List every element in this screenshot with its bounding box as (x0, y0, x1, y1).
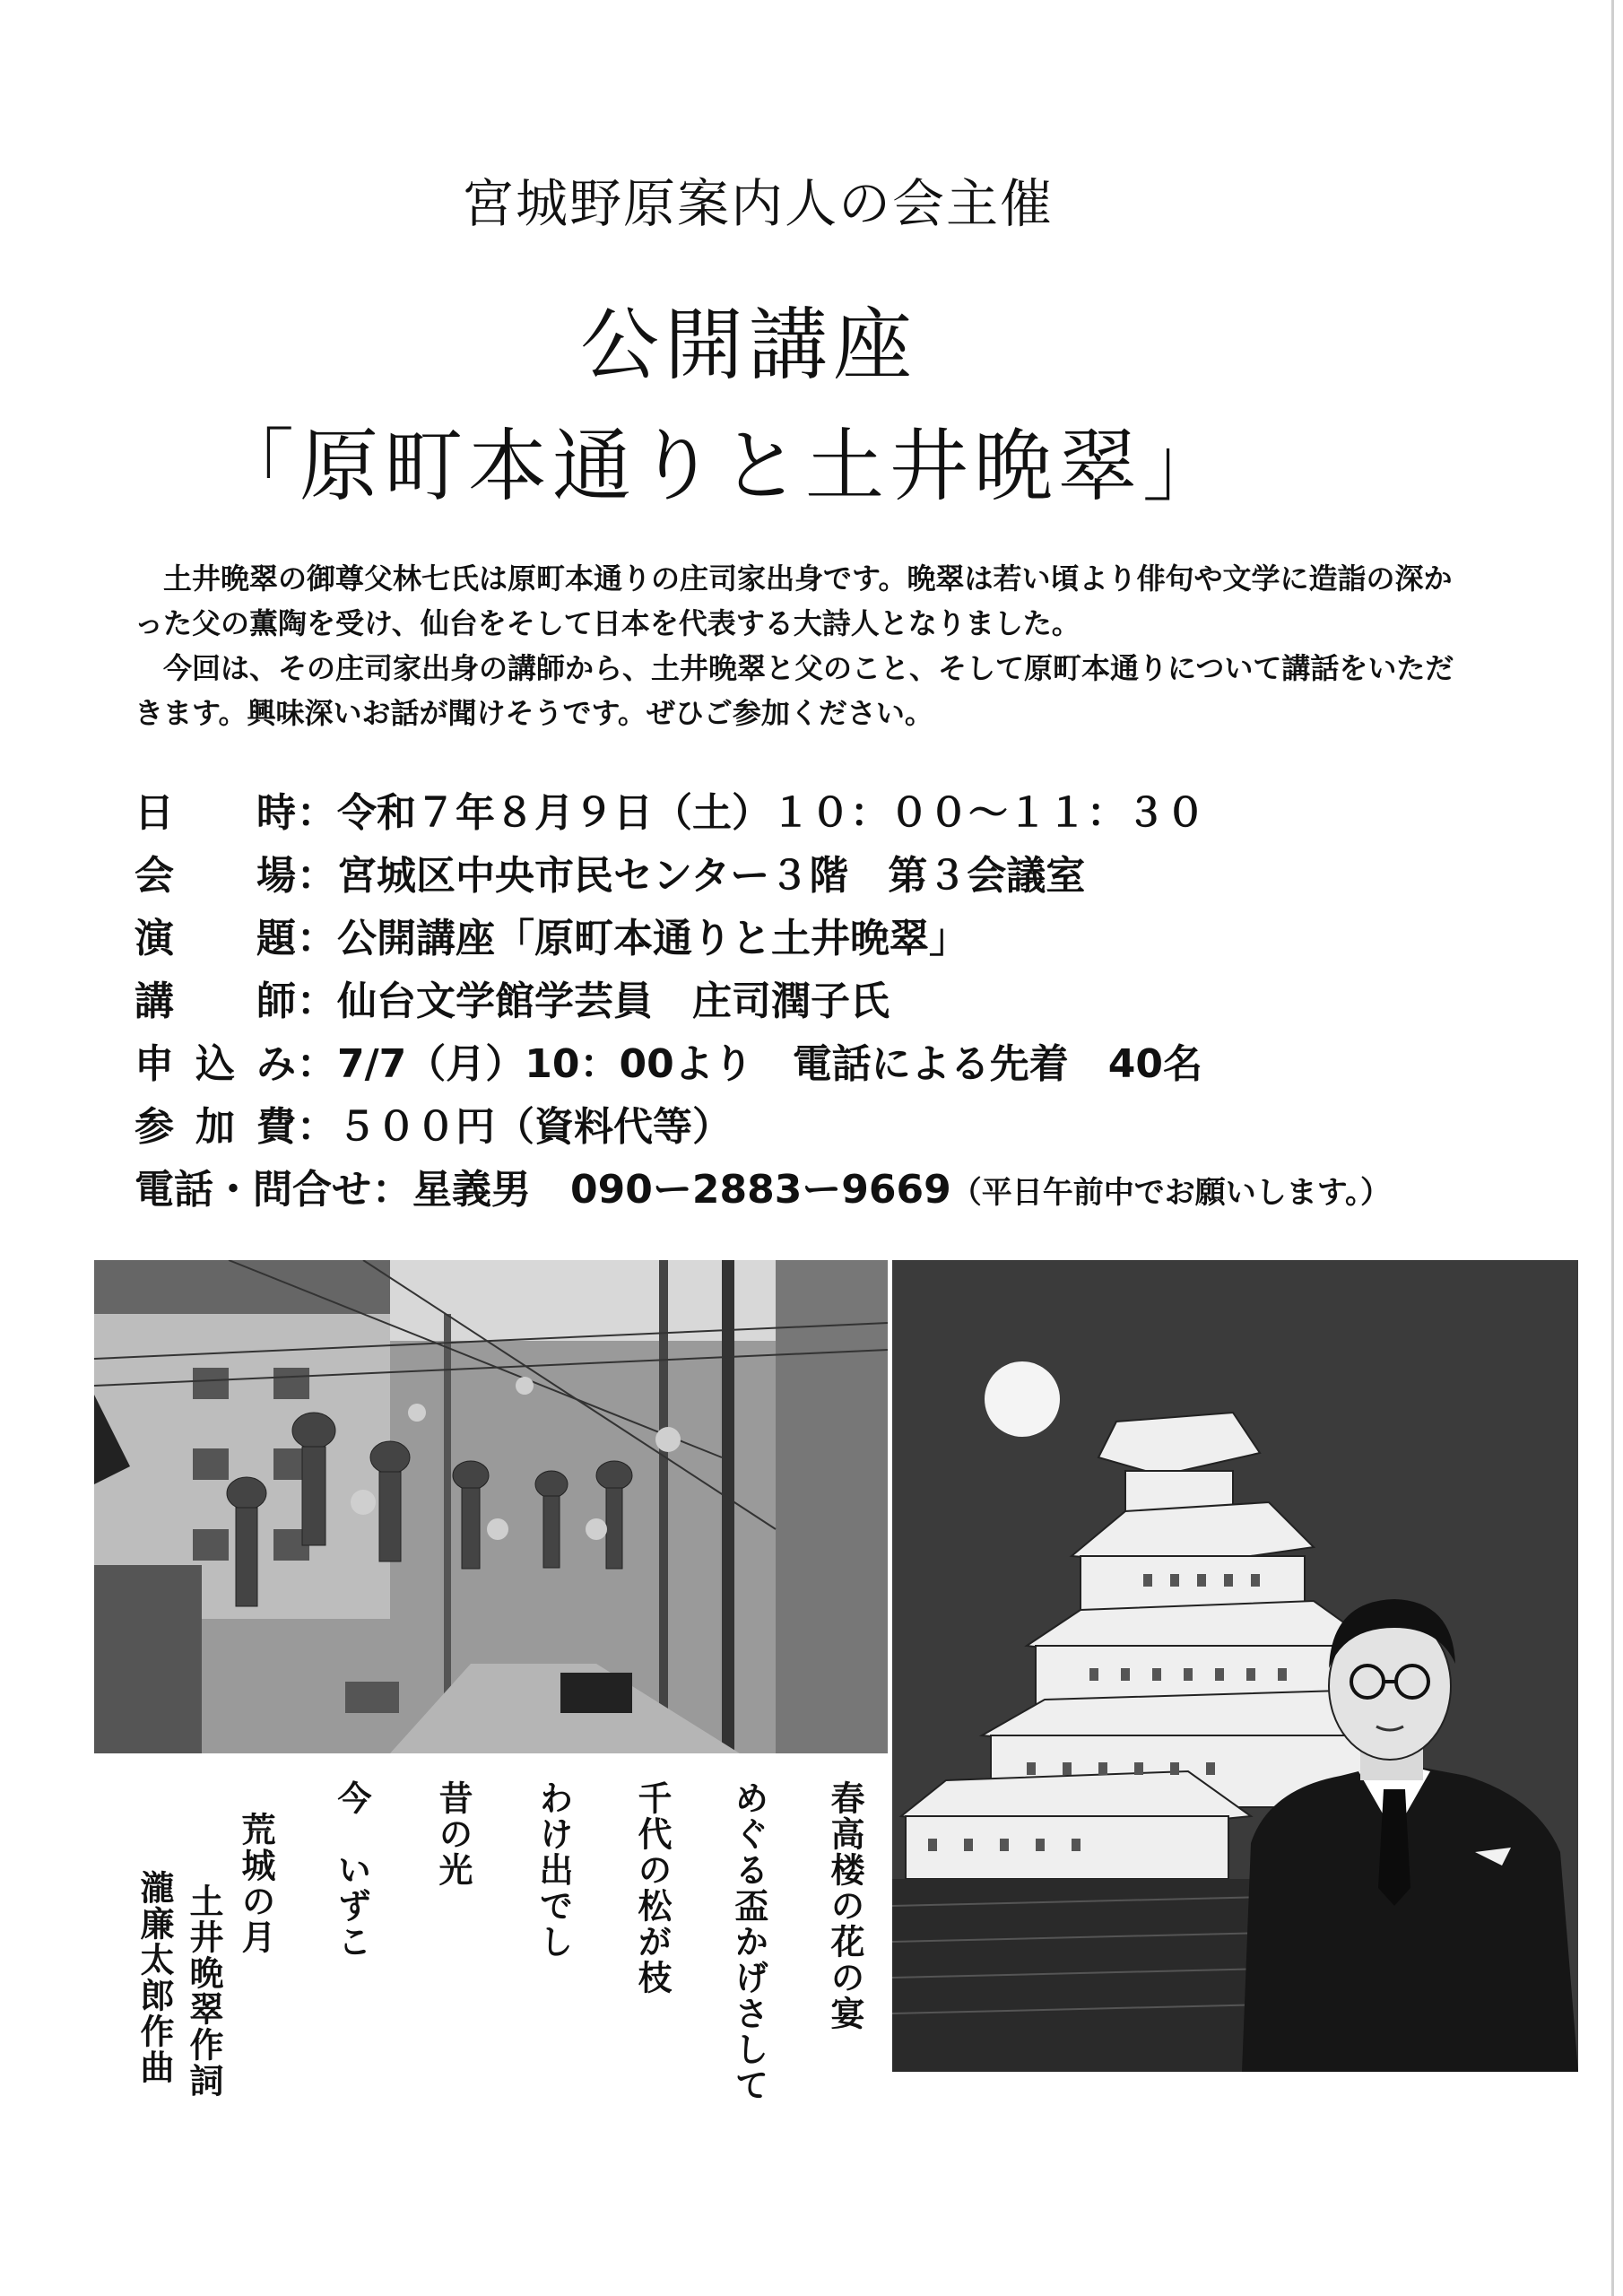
detail-value: 7/7（月）10：00より 電話による先着 40名 (337, 1041, 1202, 1087)
lecture-title: 公開講座 (579, 299, 917, 391)
intro-text (135, 556, 1471, 735)
poet-castle-illustration-image (892, 1260, 1578, 2072)
song-lyrics-block (0, 1780, 897, 2121)
detail-value: 令和７年８月９日（土）１０：００〜１１：３０ (337, 790, 1205, 836)
song-lyricist: 土井晩翠作詞 (184, 1883, 223, 2099)
lyric-line: 春高楼の花の宴 (825, 1780, 864, 2031)
detail-value: 宮城区中央市民センター３階 第３会議室 (337, 853, 1086, 899)
event-details (135, 780, 1533, 1220)
detail-label: 申込み (135, 1041, 296, 1087)
contact-note: （平日午前中でお願いします。） (950, 1175, 1392, 1211)
detail-value: ５００円（資料代等） (337, 1104, 732, 1150)
poet-castle-illustration (892, 1260, 1578, 2072)
detail-row-application: 申込み ： 7/7（月）10：00より 電話による先着 40名 (135, 1031, 1533, 1094)
lyric-line: 千代の松が枝 (632, 1780, 672, 1996)
detail-row-fee: 参加費 ： ５００円（資料代等） (135, 1094, 1533, 1157)
detail-label: 参加費 (135, 1104, 296, 1150)
detail-label: 講師 (135, 978, 296, 1024)
song-composer: 瀧廉太郎作曲 (135, 1870, 174, 2085)
detail-row-contact: 電話・問合せ ： 星義男 090ー2883ー9669 （平日午前中でお願いします。） (135, 1157, 1533, 1220)
detail-value: 公開講座「原町本通りと土井晩翠」 (337, 916, 968, 961)
detail-label: 電話・問合せ (135, 1167, 371, 1213)
detail-value: 仙台文学館学芸員 庄司潤子氏 (337, 978, 890, 1024)
lyric-line: めぐる盃かげさして (729, 1780, 768, 2103)
detail-label: 演題 (135, 916, 296, 961)
intro-paragraph: 今回は、その庄司家出身の講師から、土井晩翠と父のこと、そして原町本通りについて講話をいただきます。興味深いお話が聞けそうです。ぜひご参加ください。 (135, 651, 1454, 730)
lyric-line: 今 いずこ (332, 1780, 371, 1960)
street-festival-photo-image (94, 1260, 888, 1753)
detail-row-lecturer: 講師 ： 仙台文学館学芸員 庄司潤子氏 (135, 969, 1533, 1031)
detail-row-datetime: 日時 ： 令和７年８月９日（土）１０：００〜１１：３０ (135, 780, 1533, 843)
street-festival-photo (94, 1260, 888, 1753)
detail-label: 日時 (135, 790, 296, 836)
detail-label: 会場 (135, 853, 296, 899)
intro-paragraph: 土井晩翠の御尊父林七氏は原町本通りの庄司家出身です。晩翠は若い頃より俳句や文学に造詣の深かった父の薫陶を受け、仙台をそして日本を代表する大詩人となりました。 (135, 561, 1453, 640)
lyric-line: わけ出でし (534, 1780, 573, 1960)
detail-row-topic: 演題 ： 公開講座「原町本通りと土井晩翠」 (135, 906, 1533, 969)
song-title: 荒城の月 (236, 1812, 275, 1955)
detail-row-venue: 会場 ： 宮城区中央市民センター３階 第３会議室 (135, 843, 1533, 906)
lyric-line: 昔の光 (433, 1780, 473, 1888)
scan-edge-line (1611, 0, 1614, 2296)
detail-value: 星義男 090ー2883ー9669 (412, 1167, 951, 1213)
organizer-heading: 宮城野原案内人の会主催 (461, 173, 1054, 234)
lecture-subtitle: 「原町本通りと土井晩翠」 (215, 420, 1228, 512)
